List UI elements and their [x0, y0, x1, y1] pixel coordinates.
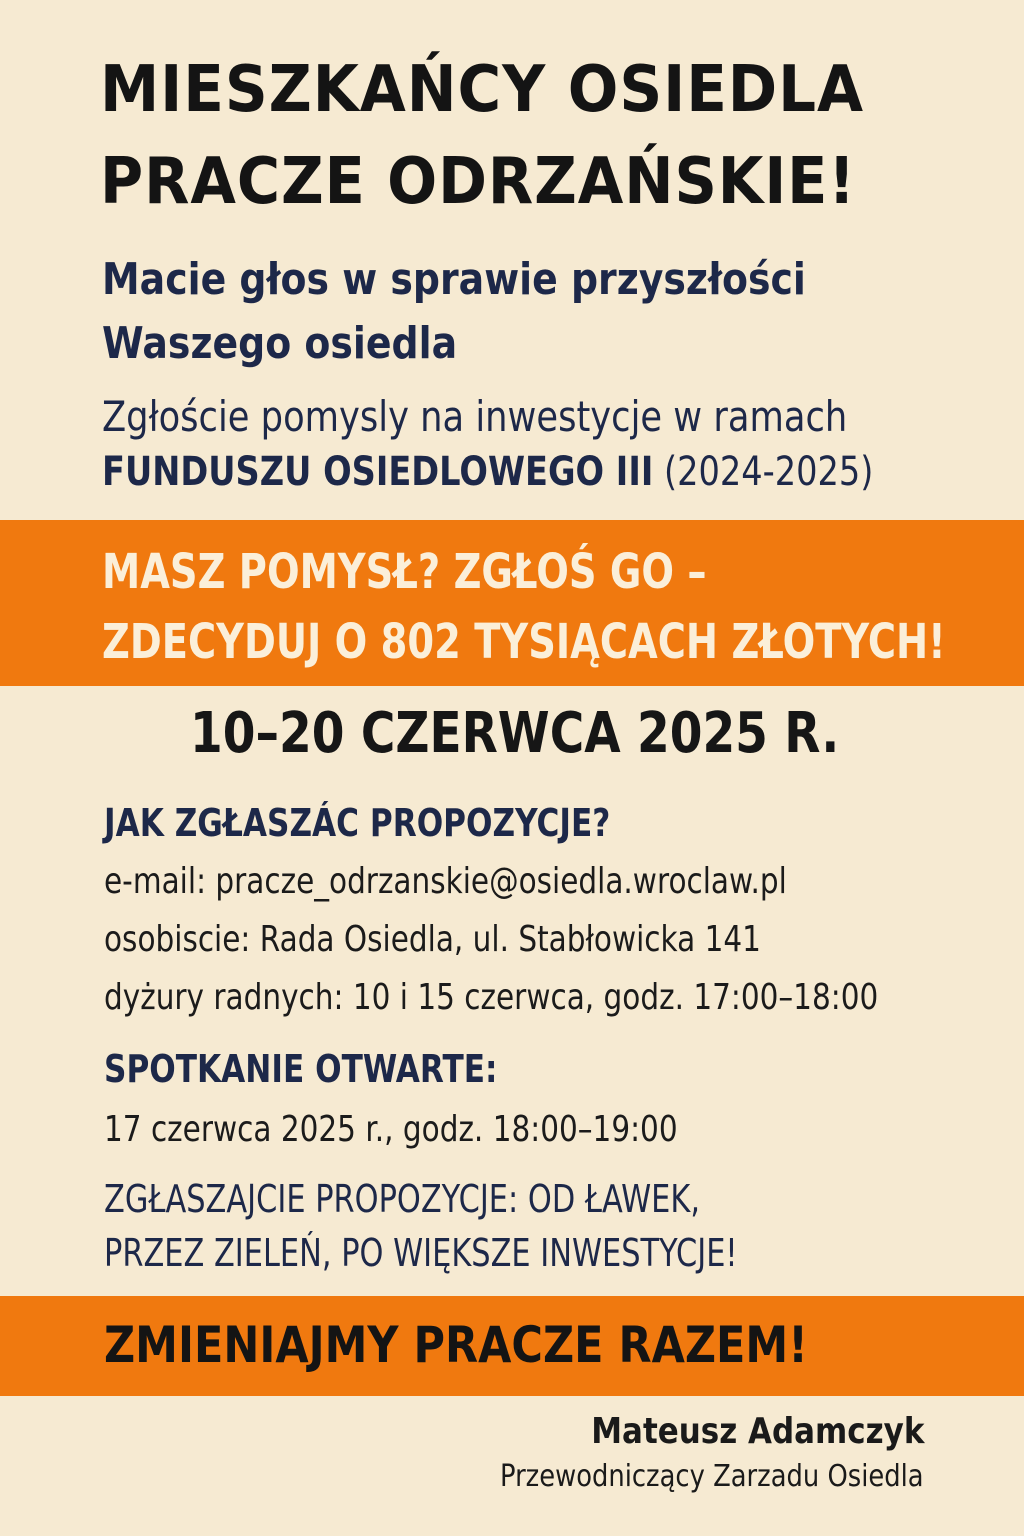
- banner-line-1: MASZ POMYSŁ? ZGŁOŚ GO –: [102, 544, 707, 600]
- headline-line-2: PRACZE ODRZAŃSKIE!: [100, 145, 857, 219]
- in-person-line: osobiscie: Rada Osiedla, ul. Stabłowicka 141: [104, 919, 761, 960]
- meeting-heading: SPOTKANIE OTWARTE:: [104, 1047, 498, 1091]
- banner-line-2: ZDECYDUJ O 802 TYSIĄCACH ZŁOTYCH!: [102, 614, 946, 670]
- signature-role: Przewodniczący Zarzadu Osiedla: [500, 1459, 924, 1494]
- fund-years: (2024-2025): [663, 449, 874, 495]
- subtitle-line-3: Zgłoście pomysly na inwestycje w ramach: [102, 392, 848, 441]
- subtitle-line-1: Macie głos w sprawie przyszłości: [102, 254, 806, 305]
- propose-line-2: PRZEZ ZIELEŃ, PO WIĘKSZE INWESTYCJE!: [104, 1231, 738, 1275]
- email-line: e-mail: pracze_odrzanskie@osiedla.wroclaw.pl: [104, 861, 787, 902]
- fund-name: FUNDUSZU OSIEDLOWEGO III: [102, 449, 654, 495]
- headline-line-1: MIESZKAŃCY OSIEDLA: [100, 53, 864, 127]
- fund-line: [102, 449, 874, 495]
- how-heading: JAK ZGŁASZÁC PROPOZYCJE?: [104, 801, 611, 845]
- duty-hours-line: dyżury radnych: 10 i 15 czerwca, godz. 17:00–18:00: [104, 977, 879, 1018]
- slogan: ZMIENIAJMY PRACZE RAZEM!: [104, 1316, 808, 1374]
- signature-name: Mateusz Adamczyk: [590, 1411, 924, 1452]
- subtitle-line-2: Waszego osiedla: [102, 318, 458, 369]
- meeting-date: 17 czerwca 2025 r., godz. 18:00–19:00: [104, 1109, 678, 1150]
- propose-line-1: ZGŁASZAJCIE PROPOZYCJE: OD ŁAWEK,: [104, 1177, 700, 1221]
- date-range: 10–20 CZERWCA 2025 R.: [190, 701, 840, 766]
